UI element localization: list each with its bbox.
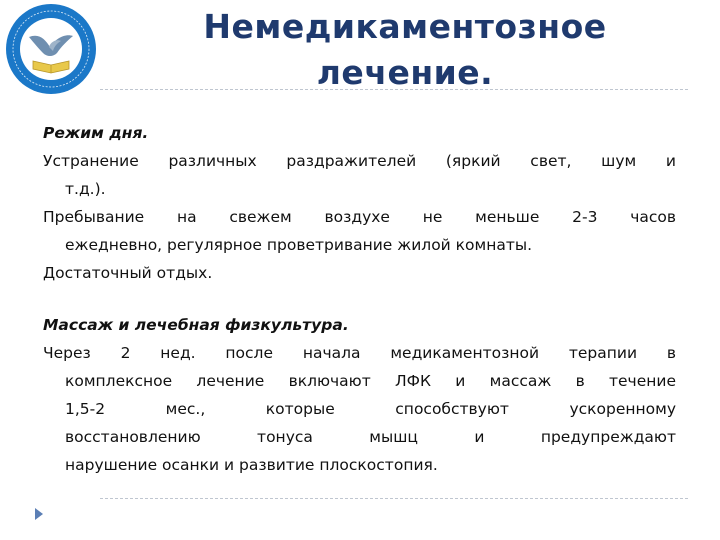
title-word: лечение: [316, 53, 481, 92]
section-heading: Массаж и лечебная физкультура.: [43, 316, 349, 334]
paragraph-line: комплексное лечение включают ЛФК и массаж в течение: [65, 372, 676, 390]
paragraph-line: ежедневно, регулярное проветривание жилой комнаты.: [65, 236, 533, 254]
paragraph-line: Через 2 нед. после начала медикаментозной терапии в: [43, 344, 676, 362]
paragraph: [43, 147, 676, 203]
paragraph: [43, 259, 676, 287]
slide-body: [43, 119, 676, 479]
paragraph-line: восстановлению тонуса мышц и предупреждают: [65, 428, 676, 446]
section-heading: Режим дня.: [43, 124, 149, 142]
slide-title: [140, 4, 670, 96]
footer-divider: [100, 498, 688, 499]
organization-seal-icon: [5, 3, 97, 95]
paragraph-line: Достаточный отдых.: [43, 264, 213, 282]
slide-bullet-icon: [35, 508, 43, 520]
paragraph-line: 1,5-2 мес., которые способствуют ускоренному: [65, 400, 676, 418]
paragraph: [43, 203, 676, 259]
title-punct: .: [480, 53, 494, 92]
title-divider: [100, 89, 688, 90]
title-line-1: Немедикаментозное: [203, 7, 607, 46]
paragraph-line: т.д.).: [65, 180, 106, 198]
paragraph-line: Пребывание на свежем воздухе не меньше 2-3 часов: [43, 208, 676, 226]
paragraph-line: Устранение различных раздражителей (яркий свет, шум и: [43, 152, 676, 170]
paragraph-line: нарушение осанки и развитие плоскостопия.: [65, 456, 438, 474]
section-spacer: [43, 287, 676, 311]
paragraph: [43, 339, 676, 479]
